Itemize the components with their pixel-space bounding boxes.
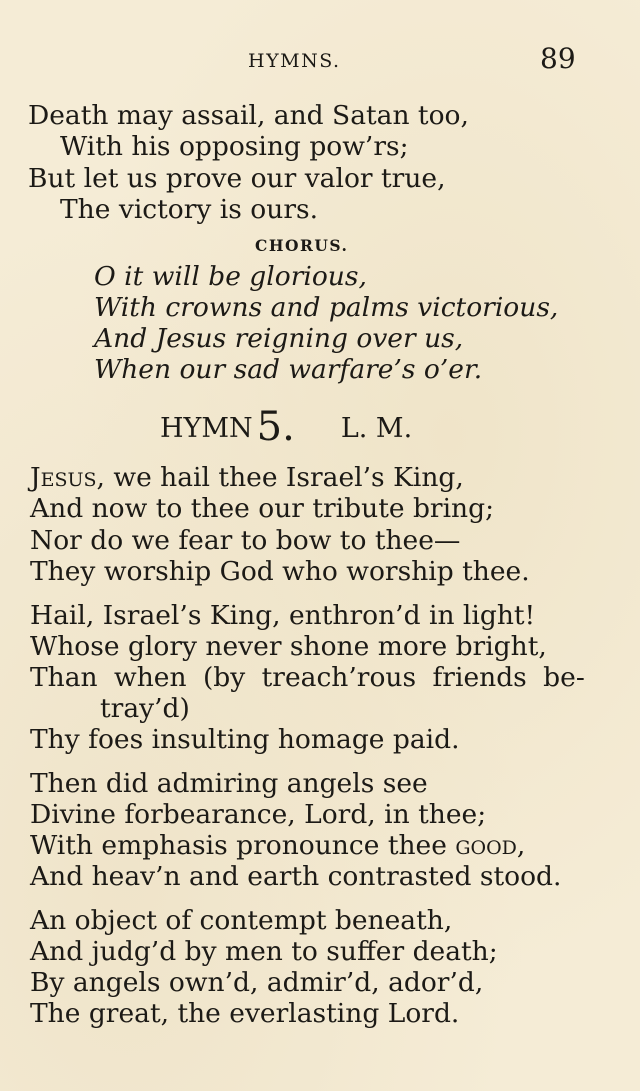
- verse-line: Nor do we fear to bow to thee—: [30, 525, 461, 556]
- emphasis-word: good,: [455, 830, 526, 861]
- verse-line: By angels own’d, admir’d, ador’d,: [30, 967, 484, 998]
- chorus-line: O it will be glorious,: [94, 261, 367, 292]
- verse-line: tray’d): [100, 693, 190, 724]
- verse-line: An object of contempt beneath,: [30, 905, 453, 936]
- verse-line: [30, 830, 525, 862]
- verse-line: Death may assail, and Satan too,: [28, 100, 469, 131]
- running-title: HYMNS.: [248, 50, 341, 72]
- first-word: Jesus,: [30, 462, 105, 493]
- verse-line: [30, 462, 464, 494]
- verse-line: Whose glory never shone more bright,: [30, 631, 547, 662]
- verse-line: Than when (by treach’rous friends be-: [30, 662, 585, 693]
- chorus-line: When our sad warfare’s o’er.: [94, 354, 483, 385]
- verse-line: The victory is ours.: [60, 194, 319, 225]
- verse-line: With his opposing pow’rs;: [60, 131, 409, 162]
- verse-line: Divine forbearance, Lord, in thee;: [30, 799, 487, 830]
- verse-line: Then did admiring angels see: [30, 768, 428, 799]
- page-number: 89: [540, 42, 576, 75]
- verse-line: And heav’n and earth contrasted stood.: [30, 861, 562, 892]
- verse-line: The great, the everlasting Lord.: [30, 998, 460, 1029]
- chorus-label: CHORUS.: [255, 236, 349, 255]
- verse-line: Thy foes insulting homage paid.: [30, 724, 460, 755]
- verse-line: But let us prove our valor true,: [28, 163, 446, 194]
- running-head: [0, 44, 640, 80]
- first-line-rest: we hail thee Israel’s King,: [104, 462, 464, 493]
- verse-line: And judg’d by men to suffer death;: [30, 936, 498, 967]
- chorus-line: With crowns and palms victorious,: [94, 292, 559, 323]
- line-start: With emphasis pronounce thee: [30, 830, 456, 861]
- verse-line: And now to thee our tribute bring;: [30, 493, 495, 524]
- hymn-heading: [160, 404, 412, 450]
- hymn-word: HYMN: [160, 413, 253, 444]
- hymn-meter: L. M.: [340, 413, 413, 444]
- chorus-line: And Jesus reigning over us,: [94, 323, 464, 354]
- verse-line: They worship God who worship thee.: [30, 556, 530, 587]
- verse-line: Hail, Israel’s King, enthron’d in light!: [30, 600, 536, 631]
- hymn-number: 5.: [256, 404, 295, 450]
